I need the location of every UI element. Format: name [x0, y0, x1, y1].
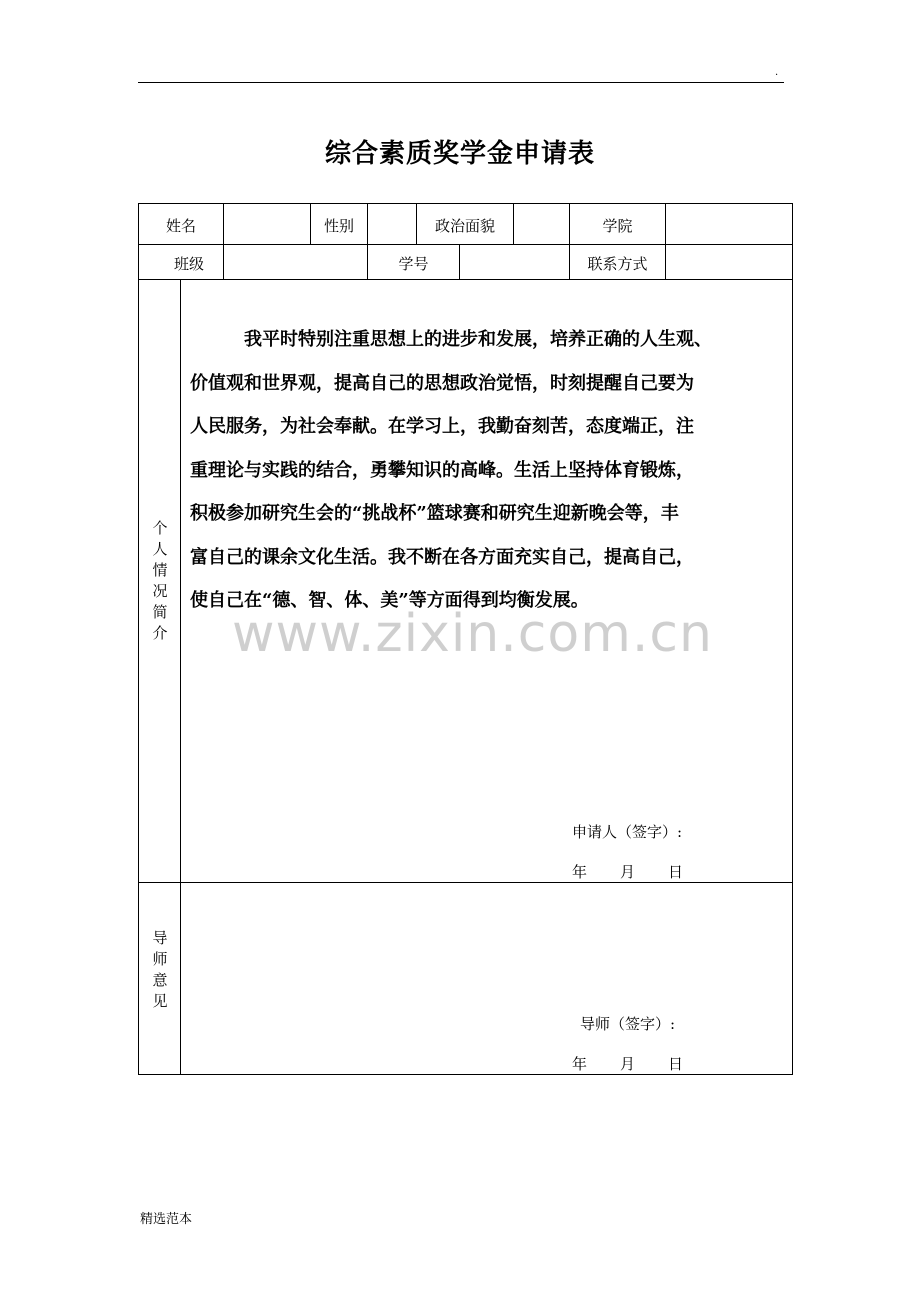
politics-label: 政治面貌	[434, 217, 495, 235]
table-border-top	[138, 203, 793, 204]
college-field[interactable]	[666, 206, 792, 246]
date-day-label: 日	[668, 1055, 684, 1073]
advisor-signature-label: 导师（签字）:	[580, 1015, 676, 1033]
header-mark: .	[775, 67, 779, 78]
statement-line: 我平时特别注重思想上的进步和发展，培养正确的人生观、	[244, 329, 712, 350]
label-char: 情	[152, 561, 168, 579]
student-id-label: 学号	[398, 255, 429, 273]
statement-line: 重理论与实践的结合，勇攀知识的高峰。生活上坚持体育锻炼，	[190, 459, 694, 481]
table-border-bottom	[138, 1074, 793, 1075]
date-day-label: 日	[668, 863, 684, 881]
label-char: 意	[152, 971, 168, 989]
label-char: 见	[152, 992, 168, 1010]
statement-line: 人民服务，为社会奉献。在学习上，我勤奋刻苦，态度端正，注	[190, 416, 694, 437]
college-label: 学院	[602, 217, 633, 235]
student-id-field[interactable]	[460, 244, 569, 284]
intro-statement	[190, 318, 790, 623]
table-border-right	[792, 203, 793, 1075]
form-title: 综合素质奖学金申请表	[324, 139, 595, 169]
gender-label: 性别	[323, 217, 354, 235]
label-char: 个	[152, 519, 168, 537]
label-char: 人	[152, 540, 168, 558]
intro-section-label	[139, 518, 181, 644]
date-year-label: 年	[572, 1055, 588, 1073]
class-field[interactable]	[224, 244, 367, 284]
name-field[interactable]	[224, 206, 310, 246]
statement-line: 积极参加研究生会的“挑战杯”篮球赛和研究生迎新晚会等，丰	[190, 503, 679, 524]
date-month-label: 月	[620, 863, 636, 881]
intro-divider	[138, 882, 793, 883]
applicant-signature-label: 申请人（签字）:	[572, 823, 683, 841]
statement-line: 富自己的课余文化生活。我不断在各方面充实自己，提高自己，	[190, 546, 694, 568]
date-year-label: 年	[572, 863, 588, 881]
politics-field[interactable]	[514, 206, 569, 246]
watermark: www.zixin.com.cn	[232, 604, 713, 664]
statement-line: 价值观和世界观，提高自己的思想政治觉悟，时刻提醒自己要为	[190, 372, 694, 394]
statement-line: 使自己在“德、智、体、美”等方面得到均衡发展。	[190, 590, 589, 611]
date-month-label: 月	[620, 1055, 636, 1073]
label-char: 介	[152, 624, 168, 642]
contact-label: 联系方式	[587, 255, 648, 273]
gender-field[interactable]	[368, 206, 416, 246]
contact-field[interactable]	[666, 244, 792, 284]
label-char: 况	[152, 582, 168, 600]
footer-text: 精选范本	[140, 1212, 193, 1227]
class-label: 班级	[173, 255, 204, 273]
label-char: 导	[152, 929, 168, 947]
label-char: 简	[152, 603, 168, 621]
name-label: 姓名	[165, 217, 196, 235]
advisor-section-label	[139, 928, 181, 1012]
header-rule	[138, 82, 784, 83]
label-char: 师	[152, 950, 168, 968]
